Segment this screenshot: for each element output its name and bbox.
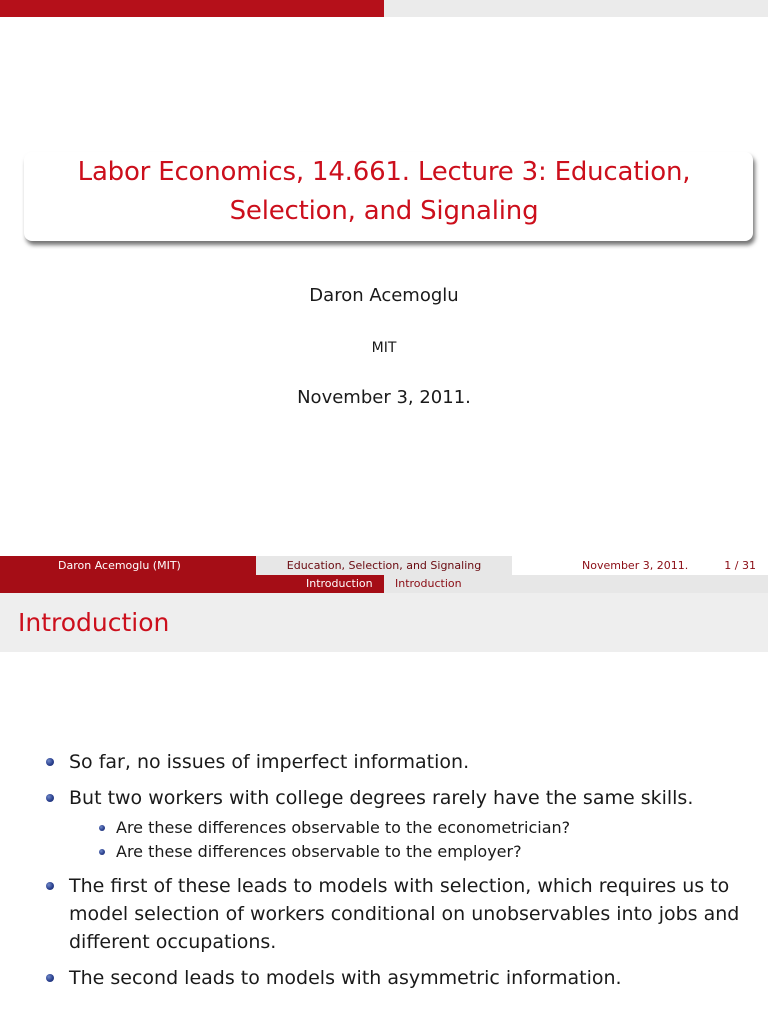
- page-number: 1 / 31: [724, 559, 756, 572]
- sub-bullet-text: Are these differences observable to the employer?: [116, 842, 522, 861]
- footer-author: Daron Acemoglu (MIT): [58, 559, 181, 572]
- sub-bullet-icon: [99, 825, 105, 831]
- slide-title-line-2: Selection, and Signaling: [229, 196, 539, 226]
- bullet-icon: [46, 882, 54, 890]
- presentation-date: November 3, 2011.: [297, 387, 471, 408]
- frame-title: Introduction: [18, 608, 170, 637]
- institute: MIT: [371, 340, 397, 356]
- sub-bullet-list: [69, 816, 748, 864]
- footer-date: November 3, 2011.: [582, 559, 689, 572]
- bullet-text: So far, no issues of imperfect information.: [69, 751, 470, 773]
- section-navigation: [0, 575, 768, 593]
- slide-content: [0, 652, 768, 1024]
- list-item: [0, 964, 768, 992]
- bullet-icon: [46, 758, 54, 766]
- bullet-text: But two workers with college degrees rarely have the same skills.: [69, 787, 694, 809]
- footer-date-cell: [512, 556, 768, 575]
- bullet-icon: [46, 794, 54, 802]
- bullet-text: The first of these leads to models with selection, which requires us to model selection of workers conditional on unobservables into jobs and different occupations.: [69, 875, 740, 953]
- bullet-text: The second leads to models with asymmetric information.: [69, 967, 622, 989]
- bullet-icon: [46, 974, 54, 982]
- slide-footer: [0, 556, 768, 575]
- progress-bar-filled: [0, 0, 384, 17]
- nav-section-link[interactable]: Introduction: [306, 577, 373, 590]
- sub-bullet-text: Are these differences observable to the econometrician?: [116, 818, 571, 837]
- bullet-list: [0, 748, 768, 1000]
- nav-subsection-link[interactable]: Introduction: [395, 577, 462, 590]
- sub-bullet-icon: [99, 849, 105, 855]
- footer-title-cell: [256, 556, 512, 575]
- list-item: [0, 872, 768, 956]
- list-item: [0, 784, 768, 864]
- footer-author-cell: [0, 556, 256, 575]
- sub-list-item: [69, 816, 748, 840]
- list-item: [0, 748, 768, 776]
- footer-title: Education, Selection, and Signaling: [286, 559, 482, 572]
- slide-title-line-1: Labor Economics, 14.661. Lecture 3: Education,: [77, 157, 691, 187]
- sub-list-item: [69, 840, 748, 864]
- progress-bar-empty: [384, 0, 768, 17]
- author: Daron Acemoglu: [309, 285, 459, 306]
